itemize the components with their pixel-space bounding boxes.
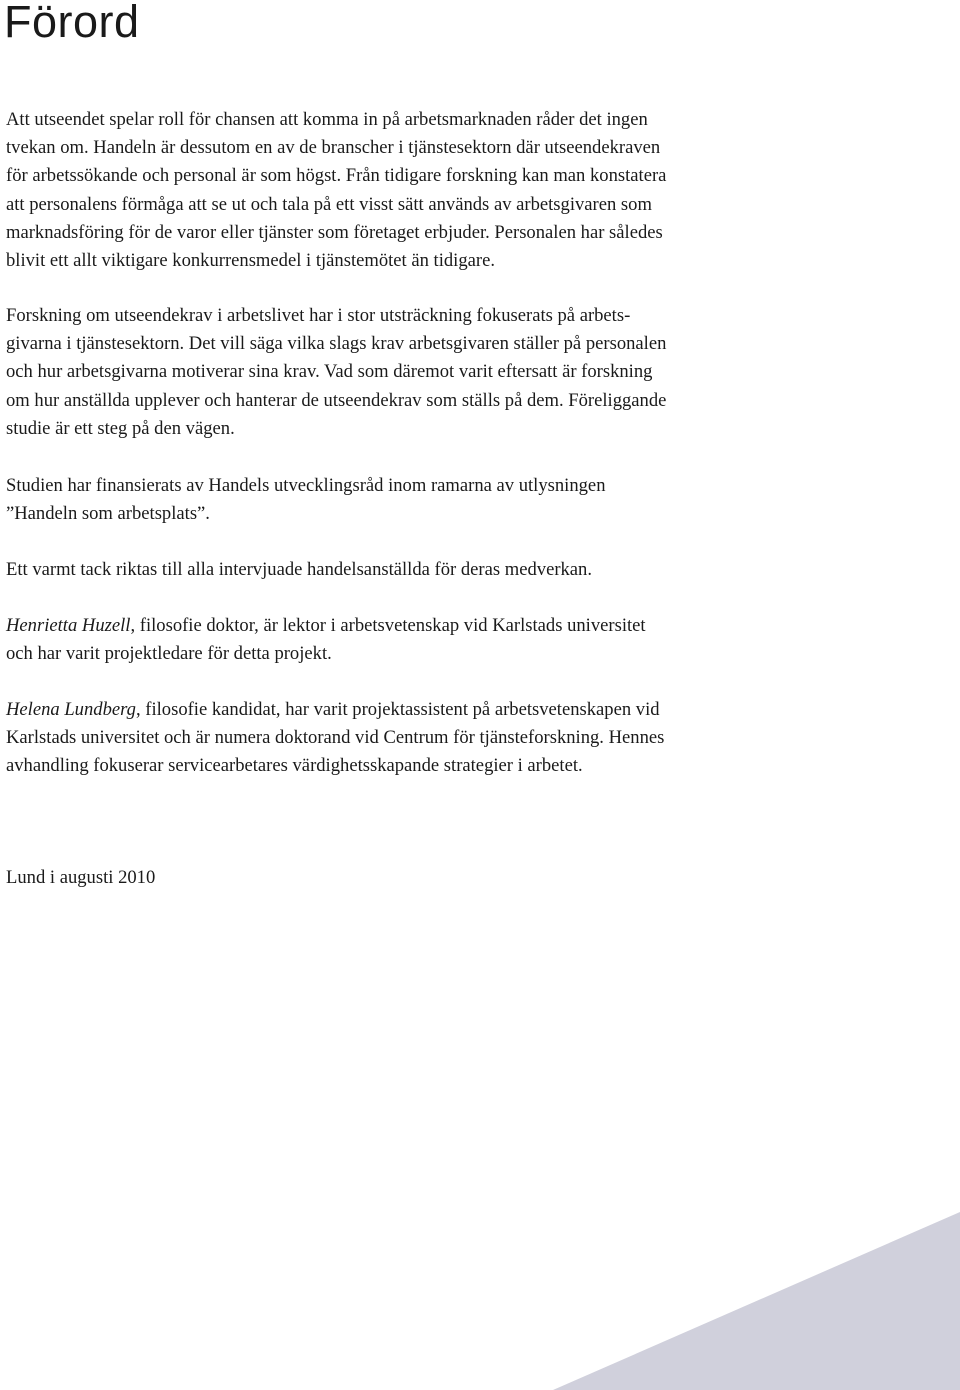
author-name-lundberg: Helena Lundberg xyxy=(6,699,136,720)
paragraph-funding: Studien har finansierats av Handels utvecklingsråd inom ramarna av utlysningen ”Handeln som arbetsplats”. xyxy=(6,475,606,525)
author-bio-lundberg: , filosofie kandidat, har varit projektassistent på arbetsvetenskapen vid Karlstads universitet och är numera doktorand vid Centrum för tjänsteforskning. Hennes avhandling fokuserar servicearbetares värdighetsskapande strategier i arbetet. xyxy=(6,699,665,777)
author-bio-huzell: , filosofie doktor, är lektor i arbetsvetenskap vid Karlstads universitet och har varit projektledare för detta projekt. xyxy=(6,615,646,665)
paragraph-author-lundberg xyxy=(6,696,766,781)
paragraph-author-huzell xyxy=(6,612,766,668)
paragraph-thanks: Ett varmt tack riktas till alla intervjuade handelsanställda för deras medverkan. xyxy=(6,559,593,580)
place-and-date: Lund i augusti 2010 xyxy=(6,867,156,888)
paragraph-intro: Att utseendet spelar roll för chansen att komma in på arbetsmarknaden råder det ingen tvekan om. Handeln är dessutom en av de branscher i tjänstesektorn där utseendekraven för arbetssökande och personal är som högst. Från tidigare forskning kan man konstatera att personalens förmåga att se ut och tala på ett visst sätt används av arbetsgivaren som marknadsföring för de varor eller tjänster som företaget erbjuder. Personalen har således blivit ett allt viktigare konkurrensmedel i tjänstemötet än tidigare. xyxy=(6,109,667,272)
author-name-huzell: Henrietta Huzell xyxy=(6,615,131,636)
paragraph-research: Forskning om utseendekrav i arbetslivet har i stor utsträckning fokuserats på arbets- givarna i tjänstesektorn. Det vill säga vilka slags krav arbetsgivaren ställer på personalen och hur arbetsgivarna motiverar sina krav. Vad som däremot varit eftersatt är forskning om hur anställda upplever och hanterar de utseendekrav som ställs på dem. Föreliggande studie är ett steg på den vägen. xyxy=(6,305,667,439)
corner-triangle xyxy=(553,1212,960,1390)
page-title: Förord xyxy=(4,0,140,47)
